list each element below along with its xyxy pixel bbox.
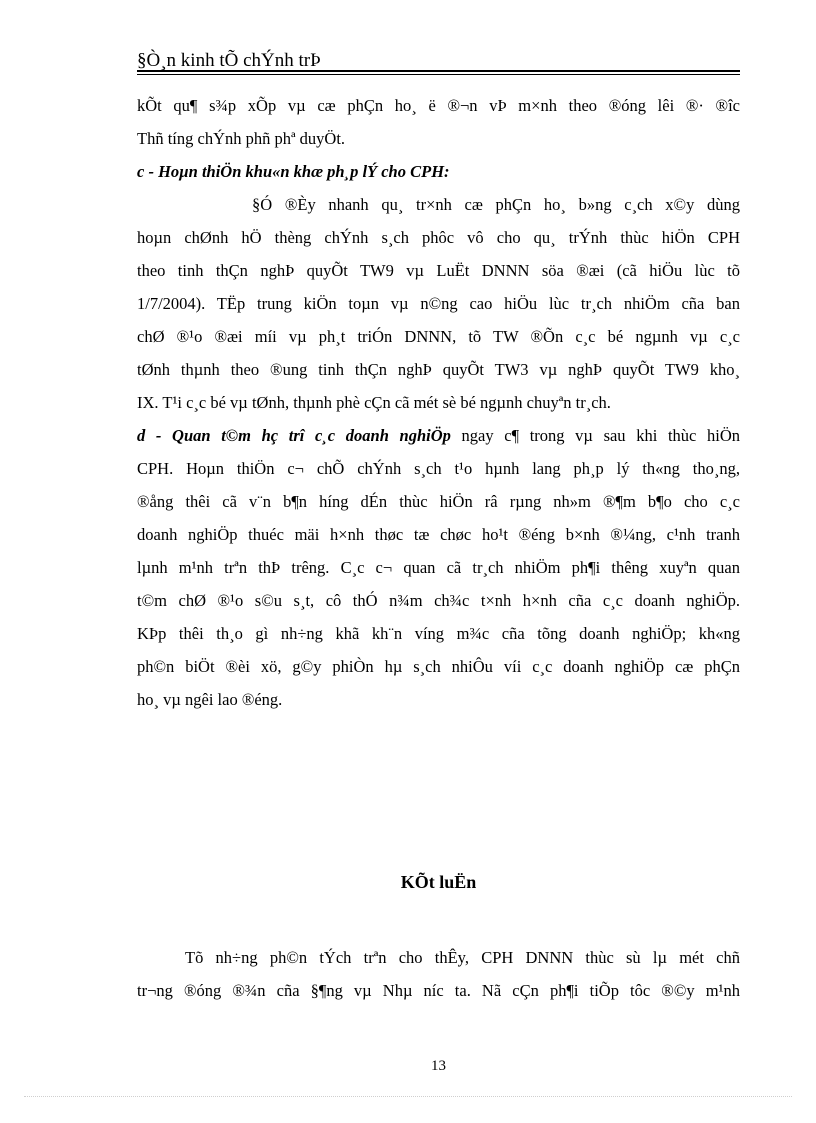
- body-line: §Ó ®Èy nhanh qu¸ tr×nh cæ phÇn ho¸ b»ng c¸ch x©y dùng: [252, 195, 740, 214]
- header-rule-thick: [137, 70, 740, 72]
- page-bottom-rule: [24, 1096, 792, 1097]
- page-number: 13: [431, 1058, 446, 1074]
- body-line: ph©n biÖt ®èi xö, g©y phiÒn hµ s¸ch nhiÔu víi c¸c doanh nghiÖp cæ phÇn: [137, 657, 740, 676]
- body-line: tØnh thµnh theo ®ung tinh thÇn nghÞ quyÕt TW3 vµ nghÞ quyÕt TW9 kho¸: [137, 360, 740, 379]
- body-line: ®ång thêi cã v¨n b¶n híng dÉn thùc hiÖn râ rµng nh»m ®¶m b¶o cho c¸c: [137, 492, 740, 511]
- body-line: Thñ tíng chÝnh phñ phª duyÖt.: [137, 129, 346, 148]
- section-d-heading: d - Quan t©m hç trî c¸c doanh nghiÖp: [137, 426, 451, 445]
- body-line: KÞp thêi th¸o gì nh÷ng khã kh¨n víng m¾c cña tõng doanh nghiÖp; kh«ng: [137, 624, 740, 643]
- body-line: tr¬ng ®óng ®¾n cña §¶ng vµ Nhµ níc ta. Nã cÇn ph¶i tiÕp tôc ®©y m¹nh: [137, 981, 740, 1000]
- body-line: doanh nghiÖp thuéc mäi h×nh thøc tæ chøc ho¹t ®éng b×nh ®¼ng, c¹nh tranh: [137, 525, 740, 544]
- body-line: theo tinh thÇn nghÞ quyÕt TW9 vµ LuËt DNNN söa ®æi (cã hiÖu lùc tõ: [137, 261, 740, 280]
- body-line: chØ ®¹o ®æi míi vµ ph¸t triÓn DNNN, tõ TW ®Õn c¸c bé ngµnh vµ c¸c: [137, 327, 740, 346]
- body-line: Tõ nh÷ng ph©n tÝch trªn cho thÊy, CPH DNNN thùc sù lµ mét chñ: [185, 948, 740, 967]
- conclusion-title: KÕt luËn: [400, 872, 477, 892]
- body-line: IX. T¹i c¸c bé vµ tØnh, thµnh phè cÇn cã mét sè bé ngµnh chuyªn tr¸ch.: [137, 393, 611, 412]
- header-rule-thin: [137, 74, 740, 75]
- body-line: hoµn chØnh hÖ thèng chÝnh s¸ch phôc vô cho qu¸ trÝnh thùc hiÖn CPH: [137, 228, 740, 247]
- section-d-heading-rest: ngay c¶ trong vµ sau khi thùc hiÖn: [450, 426, 740, 445]
- body-line: t©m chØ ®¹o s©u s¸t, cô thÓ n¾m ch¾c t×nh h×nh cña c¸c doanh nghiÖp.: [137, 591, 740, 610]
- section-d-first-line: [137, 424, 740, 448]
- body-line: ho¸ vµ ngêi lao ®éng.: [137, 690, 283, 709]
- body-line: 1/7/2004). TËp trung kiÖn toµn vµ n©ng cao hiÖu lùc tr¸ch nhiÖm cña ban: [137, 294, 740, 313]
- body-line: kÕt qu¶ s¾p xÕp vµ cæ phÇn ho¸ ë ®¬n vÞ m×nh theo ®óng lêi ®· ®îc: [137, 96, 740, 115]
- page-header: §Ò¸n kinh tÕ chÝnh trÞ: [137, 50, 321, 71]
- body-line: lµnh m¹nh trªn thÞ trêng. C¸c c¬ quan cã tr¸ch nhiÖm ph¶i thêng xuyªn quan: [137, 558, 740, 577]
- section-c-heading: c - Hoµn thiÖn khu«n khæ ph¸p lÝ cho CPH:: [137, 162, 450, 181]
- body-line: CPH. Hoµn thiÖn c¬ chÕ chÝnh s¸ch t¹o hµnh lang ph¸p lý th«ng tho¸ng,: [137, 459, 740, 478]
